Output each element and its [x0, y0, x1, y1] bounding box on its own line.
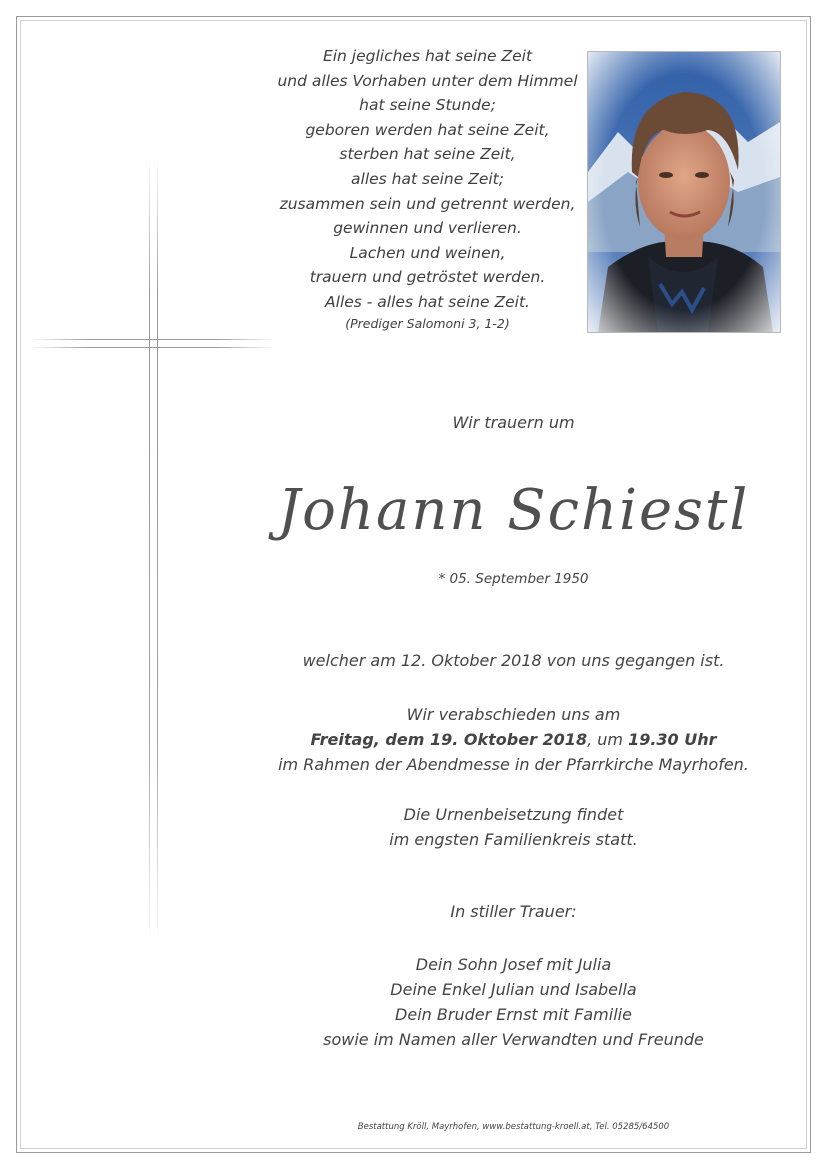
mourning-intro: In stiller Trauer:: [450, 902, 577, 921]
service-separator: , um: [587, 730, 629, 749]
verse-line: alles hat seine Zeit;: [351, 169, 504, 188]
family-member: Deine Enkel Julian und Isabella: [390, 980, 637, 999]
verse-line: sterben hat seine Zeit,: [339, 145, 516, 164]
urn-notice: [250, 802, 777, 852]
portrait-photo: [587, 51, 781, 333]
verse-line: Lachen und weinen,: [349, 243, 506, 262]
verse-line: zusammen sein und getrennt werden,: [279, 194, 576, 213]
service-intro: Wir verabschieden uns am: [406, 705, 621, 724]
family-list: [250, 952, 777, 1052]
verse-line: hat seine Stunde;: [359, 96, 496, 115]
urn-line: im engsten Familienkreis statt.: [389, 830, 638, 849]
verse-line: geboren werden hat seine Zeit,: [305, 120, 550, 139]
family-member: sowie im Namen aller Verwandten und Freunde: [323, 1030, 704, 1049]
service-datetime: [250, 727, 777, 752]
family-member: Dein Sohn Josef mit Julia: [415, 955, 612, 974]
funeral-service: [250, 702, 777, 777]
death-notice: welcher am 12. Oktober 2018 von uns gegangen ist.: [302, 651, 725, 670]
bible-verse: [250, 44, 605, 332]
birth-date: * 05. September 1950: [438, 571, 589, 587]
verse-line: gewinnen und verlieren.: [333, 219, 522, 238]
service-date: Freitag, dem 19. Oktober 2018: [310, 730, 588, 749]
verse-line: Ein jegliches hat seine Zeit: [322, 47, 533, 65]
funeral-home-footer: Bestattung Kröll, Mayrhofen, www.bestattung-kroell.at, Tel. 05285/64500: [357, 1122, 670, 1132]
service-location: im Rahmen der Abendmesse in der Pfarrkirche Mayrhofen.: [278, 755, 749, 774]
verse-line: Alles - alles hat seine Zeit.: [325, 292, 530, 311]
family-member: Dein Bruder Ernst mit Familie: [395, 1005, 632, 1024]
verse-line: und alles Vorhaben unter dem Himmel: [277, 71, 578, 90]
verse-line: trauern und getröstet werden.: [309, 268, 546, 287]
urn-line: Die Urnenbeisetzung findet: [403, 805, 624, 824]
verse-reference: (Prediger Salomoni 3, 1-2): [345, 315, 510, 331]
deceased-name: Johann Schiestl: [277, 478, 750, 543]
service-time: 19.30 Uhr: [628, 730, 717, 749]
intro-text: Wir trauern um: [452, 413, 575, 432]
